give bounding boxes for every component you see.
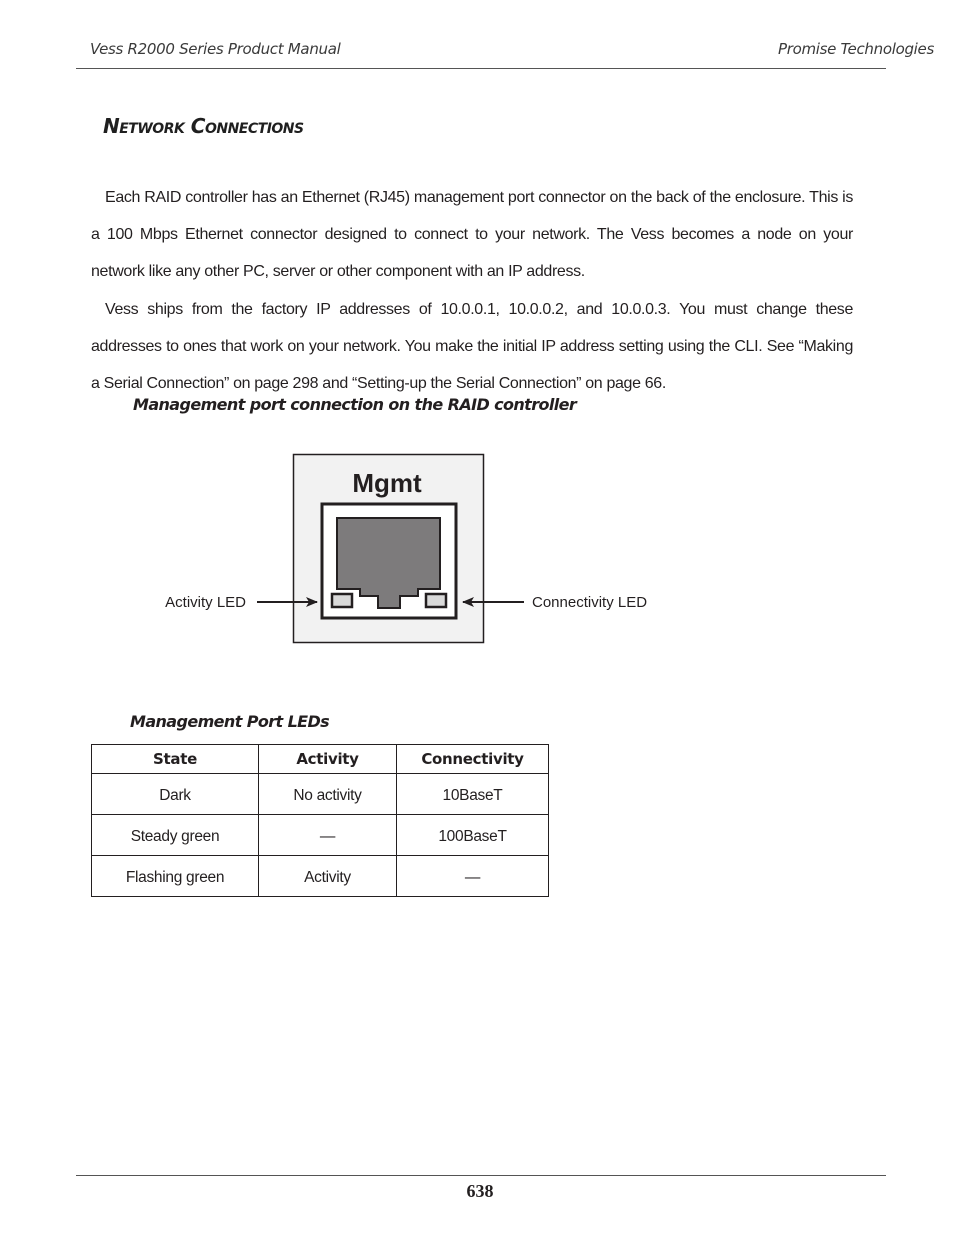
cell-connectivity: 10BaseT	[397, 774, 549, 815]
mgmt-port-diagram	[160, 445, 680, 655]
header-rule	[76, 68, 886, 69]
paragraph-ip-addresses: Vess ships from the factory IP addresses of 10.0.0.1, 10.0.0.2, and 10.0.0.3. You must change these addresses to ones that work on your network. You make the initial IP address setting using the CLI. See “Making a Serial Connection” on page 298 and “Setting-up the Serial Connection” on page 66.	[91, 301, 853, 392]
port-label: Mgmt	[352, 468, 422, 498]
figure-caption: Management port connection on the RAID controller	[133, 395, 577, 414]
management-port-leds-table	[91, 744, 549, 897]
paragraph-ethernet-port: Each RAID controller has an Ethernet (RJ45) management port connector on the back of the enclosure. This is a 100 Mbps Ethernet connector designed to connect to your network. The Vess becomes a node on your network like any other PC, server or other component with an IP address.	[91, 189, 853, 280]
cell-state: Flashing green	[92, 856, 259, 897]
cell-state: Steady green	[92, 815, 259, 856]
header-connectivity: Connectivity	[397, 745, 549, 774]
connectivity-led-label: Connectivity LED	[532, 594, 648, 611]
table-row	[92, 856, 549, 897]
header-state: State	[92, 745, 259, 774]
footer-rule	[76, 1175, 886, 1176]
table-row	[92, 815, 549, 856]
activity-led	[332, 594, 352, 607]
header-manual-title: Vess R2000 Series Product Manual	[90, 40, 341, 58]
table-header-row	[92, 745, 549, 774]
header-company: Promise Technologies	[777, 40, 934, 58]
connectivity-led	[426, 594, 446, 607]
cell-activity: —	[259, 815, 397, 856]
cell-connectivity: —	[397, 856, 549, 897]
section-title: Network Connections	[103, 114, 304, 138]
activity-led-label: Activity LED	[165, 594, 246, 611]
table-caption: Management Port LEDs	[130, 712, 330, 731]
page-number: 638	[466, 1181, 494, 1201]
cell-connectivity: 100BaseT	[397, 815, 549, 856]
cell-state: Dark	[92, 774, 259, 815]
cell-activity: No activity	[259, 774, 397, 815]
header-activity: Activity	[259, 745, 397, 774]
table-row	[92, 774, 549, 815]
cell-activity: Activity	[259, 856, 397, 897]
